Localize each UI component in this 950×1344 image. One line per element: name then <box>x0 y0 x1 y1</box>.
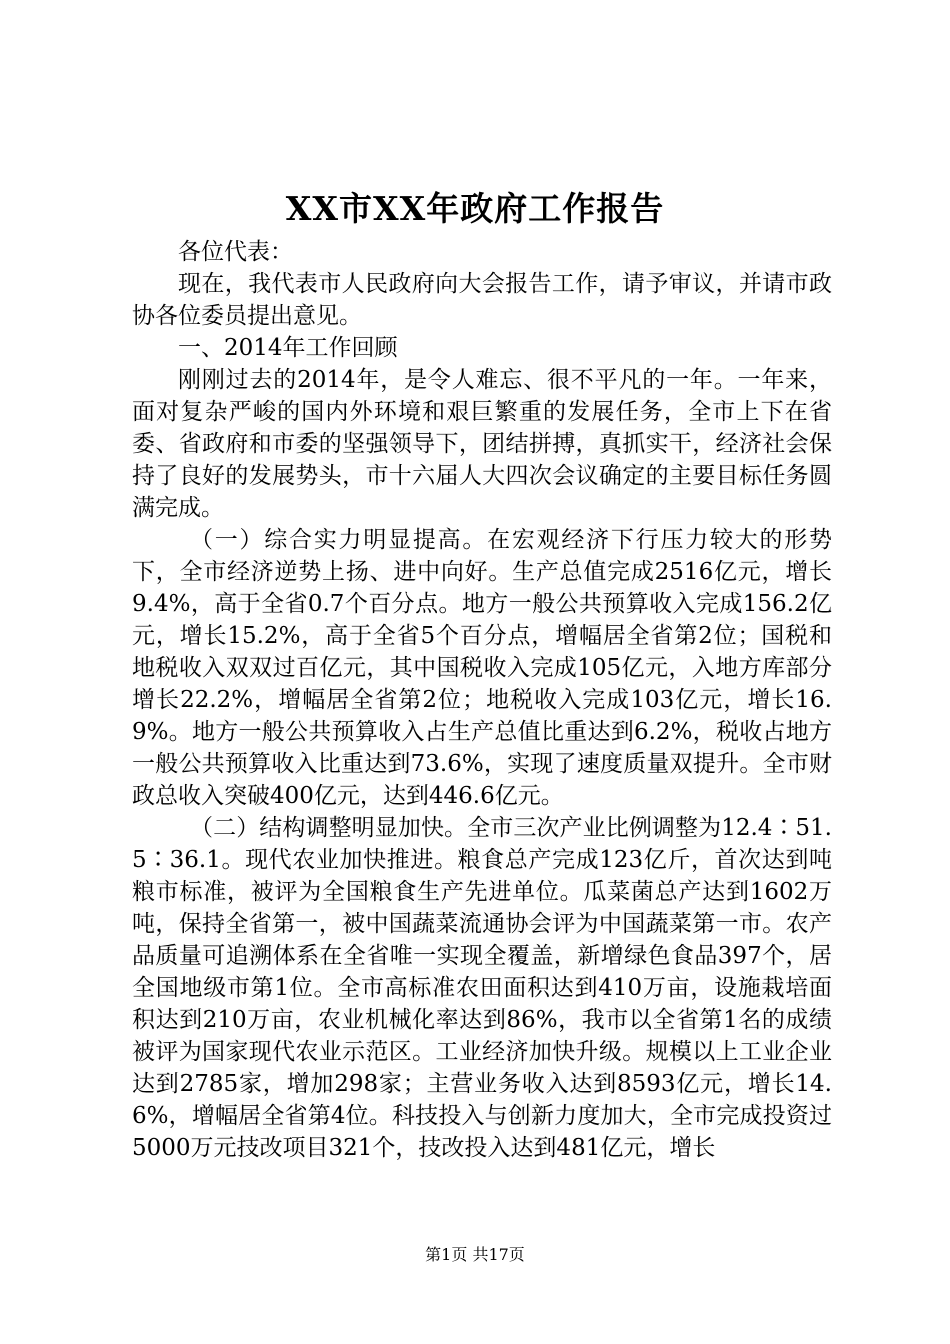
paragraph-intro: 现在，我代表市人民政府向大会报告工作，请予审议，并请市政协各位委员提出意见。 <box>132 271 832 329</box>
document-title: XX市XX年政府工作报告 <box>285 189 665 228</box>
page-footer: 第1页 共17页 <box>425 1245 525 1264</box>
paragraph-overview: 刚刚过去的2014年，是令人难忘、很不平凡的一年。一年来，面对复杂严峻的国内外环境和艰巨繁重的发展任务，全市上下在省委、省政府和市委的坚强领导下，团结拼搏，真抓实干，经济社会保持了良好的发展势头，市十六届人大四次会议确定的主要目标任务圆满完成。 <box>132 367 832 521</box>
paragraph-salutation: 各位代表： <box>178 239 293 265</box>
section-heading-review: 一、2014年工作回顾 <box>178 335 398 361</box>
paragraph-structural-adjustment: （二）结构调整明显加快。全市三次产业比例调整为12.4∶51.5∶36.1。现代农业加快推进。粮食总产完成123亿斤，首次达到吨粮市标准，被评为全国粮食生产先进单位。瓜菜菌总产达到1602万吨，保持全省第一，被中国蔬菜流通协会评为中国蔬菜第一市。农产品质量可追溯体系在全省唯一实现全覆盖，新增绿色食品397个，居全国地级市第1位。全市高标准农田面积达到410万亩，设施栽培面积达到210万亩，农业机械化率达到86%，我市以全省第1名的成绩被评为国家现代农业示范区。工业经济加快升级。规模以上工业企业达到2785家，增加298家；主营业务收入达到8593亿元，增长14.6%，增幅居全省第4位。科技投入与创新力度加大，全市完成投资过5000万元技改项目321个，技改投入达到481亿元，增长 <box>132 815 832 1161</box>
document-body <box>132 236 832 1164</box>
paragraph-economic-strength: （一）综合实力明显提高。在宏观经济下行压力较大的形势下，全市经济逆势上扬、进中向好。生产总值完成2516亿元，增长9.4%，高于全省0.7个百分点。地方一般公共预算收入完成156.2亿元，增长15.2%，高于全省5个百分点，增幅居全省第2位；国税和地税收入双双过百亿元，其中国税收入完成105亿元，入地方库部分增长22.2%，增幅居全省第2位；地税收入完成103亿元，增长16.9%。地方一般公共预算收入占生产总值比重达到6.2%，税收占地方一般公共预算收入比重达到73.6%，实现了速度质量双提升。全市财政总收入突破400亿元，达到446.6亿元。 <box>132 527 832 809</box>
